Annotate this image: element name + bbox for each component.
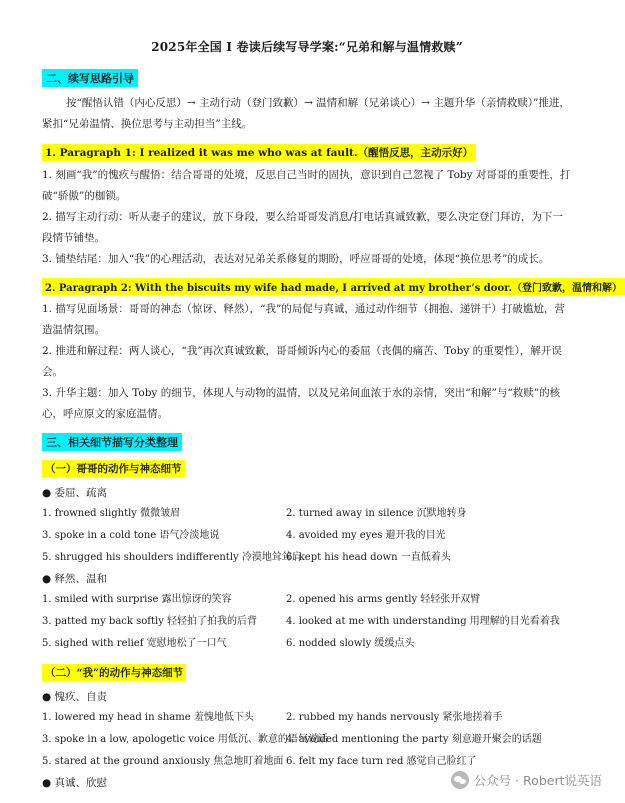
phrase-item: 5. shrugged his shoulders indifferently 冷漠地耸耸肩 [42,552,302,563]
phrase-item: 2. turned away in silence 沉默地转身 [286,508,467,519]
phrase-row [42,633,572,655]
phrase-row [42,751,572,773]
phrase-item: 2. opened his arms gently 轻轻张开双臂 [286,594,481,605]
phrase-item: 6. kept his head down 一直低着头 [286,552,451,563]
category-label: ● 真诚、欣慰 [42,777,107,789]
phrase-row [42,503,572,525]
paragraph2-point: 1. 描写见面场景：哥哥的神态（惊讶、释然），“我”的局促与真诚，通过动作细节（拥抱、递饼干）打破尴尬，营造温情氛围。 [42,303,565,336]
phrase-item: 1. lowered my head in shame 羞愧地低下头 [42,712,254,723]
document-title: 2025年全国 I 卷读后续写导学案:“兄弟和解与温情救赎” [151,40,463,54]
phrase-item: 4. looked at me with understanding 用理解的目光看着我 [286,616,560,627]
watermark-text: 公众号 · Robert说英语 [473,773,602,788]
phrase-row [42,611,572,633]
subsection-heading-brother: （一）哥哥的动作与神态细节 [42,460,185,477]
phrase-row [42,547,572,569]
phrase-item: 1. smiled with surprise 露出惊讶的笑容 [42,594,232,605]
phrase-item: 3. spoke in a cold tone 语气冷淡地说 [42,530,220,541]
phrase-row [42,729,572,751]
paragraph1-point: 1. 刻画“我”的愧疚与醒悟：结合哥哥的处境，反思自己当时的固执，意识到自己忽视了 Toby 对哥哥的重要性，打破“骄傲”的枷锁。 [42,169,571,202]
writing-guide-intro: 按“醒悟认错（内心反思）→ 主动行动（登门致歉）→ 温情和解（兄弟谈心）→ 主题升华（亲情救赎）”推进，紧扣“兄弟温情、换位思考与主动担当”主线。 [42,97,570,130]
wechat-icon [451,771,469,789]
phrase-row [42,589,572,611]
category-label: ● 委屈、疏离 [42,487,107,499]
watermark [451,771,602,789]
subsection-heading-narrator: （二）“我”的动作与神态细节 [42,664,186,681]
phrase-item: 4. avoided my eyes 避开我的目光 [286,530,446,541]
paragraph2-heading: 2. Paragraph 2: With the biscuits my wife had made, I arrived at my brother’s door.（登门致歉，温情和解） [42,278,625,295]
paragraph1-point: 3. 铺垫结尾：加入“我”的心理活动，表达对兄弟关系修复的期盼，呼应哥哥的处境，体现“换位思考”的成长。 [42,253,550,265]
phrase-item: 4. avoided mentioning the party 刻意避开聚会的话题 [286,734,542,745]
paragraph2-point: 2. 推进和解过程：两人谈心，“我”再次真诚致歉，哥哥倾诉内心的委屈（丧偶的痛苦、Toby 的重要性），解开误会。 [42,345,562,378]
paragraph1-point: 2. 描写主动行动：听从妻子的建议，放下身段，要么给哥哥发消息/打电话真诚致歉，要么决定登门拜访，为下一段情节铺垫。 [42,211,563,244]
phrase-item: 6. nodded slowly 缓缓点头 [286,638,415,649]
category-label: ● 释然、温和 [42,573,107,585]
phrase-item: 5. stared at the ground anxiously 焦急地盯着地面 [42,756,284,767]
paragraph1-heading: 1. Paragraph 1: I realized it was me who was at fault.（醒悟反思，主动示好） [42,144,476,161]
phrase-item: 3. patted my back softly 轻轻拍了拍我的后背 [42,616,258,627]
phrase-item: 5. sighed with relief 宽慰地松了一口气 [42,638,227,649]
section-heading-detail-descriptions: 三、相关细节描写分类整理 [42,433,182,451]
phrase-item: 1. frowned slightly 微微皱眉 [42,508,181,519]
phrase-item: 2. rubbed my hands nervously 紧张地搓着手 [286,712,503,723]
phrase-row [42,707,572,729]
section-heading-writing-guide: 二、续写思路引导 [42,69,138,87]
phrase-row [42,525,572,547]
phrase-item: 6. felt my face turn red 感觉自己脸红了 [286,756,477,767]
phrase-item: 3. spoke in a low, apologetic voice 用低沉、歉意的语气说话 [42,734,328,745]
category-label: ● 愧疚、自责 [42,691,107,703]
paragraph2-point: 3. 升华主题：加入 Toby 的细节，体现人与动物的温情，以及兄弟间血浓于水的亲情，突出“和解”与“救赎”的核心，呼应原文的家庭温情。 [42,387,561,420]
